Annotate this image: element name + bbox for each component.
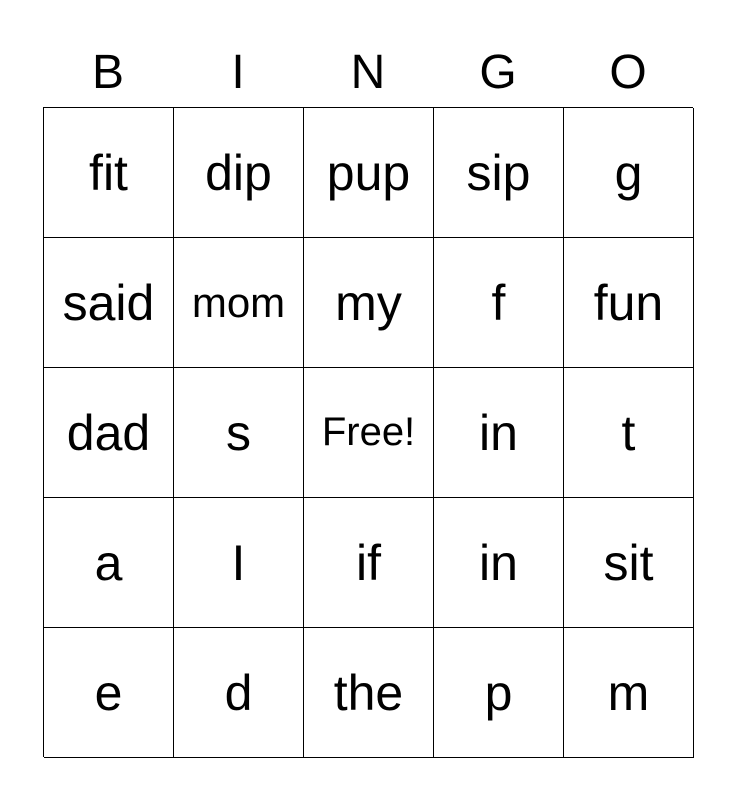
bingo-cell[interactable]: if [304, 498, 434, 628]
header-letter-i: I [231, 46, 245, 99]
bingo-cell[interactable]: f [434, 238, 564, 368]
bingo-cell[interactable]: sit [564, 498, 694, 628]
bingo-cell[interactable]: dip [174, 108, 304, 238]
bingo-cell[interactable]: sip [434, 108, 564, 238]
header-letter-o: O [609, 46, 647, 99]
bingo-cell[interactable]: t [564, 368, 694, 498]
header-letter-b: B [91, 46, 124, 99]
bingo-cell[interactable]: d [174, 628, 304, 758]
bingo-cell[interactable]: g [564, 108, 694, 238]
bingo-cell[interactable]: p [434, 628, 564, 758]
bingo-cell[interactable]: my [304, 238, 434, 368]
bingo-cell[interactable]: a [44, 498, 174, 628]
header-letter-g: G [479, 46, 517, 99]
header-letter-n: N [350, 46, 386, 99]
bingo-cell[interactable]: the [304, 628, 434, 758]
bingo-cell[interactable]: mom [174, 238, 304, 368]
bingo-cell[interactable]: in [434, 498, 564, 628]
bingo-cell[interactable]: e [44, 628, 174, 758]
free-space-cell[interactable]: Free! [304, 368, 434, 498]
bingo-cell[interactable]: fun [564, 238, 694, 368]
bingo-cell[interactable]: I [174, 498, 304, 628]
bingo-cell[interactable]: pup [304, 108, 434, 238]
bingo-cell[interactable]: said [44, 238, 174, 368]
bingo-cell[interactable]: s [174, 368, 304, 498]
bingo-cell[interactable]: dad [44, 368, 174, 498]
bingo-header [43, 40, 693, 106]
bingo-cell[interactable]: fit [44, 108, 174, 238]
bingo-cell[interactable]: in [434, 368, 564, 498]
bingo-board [43, 107, 693, 757]
bingo-cell[interactable]: m [564, 628, 694, 758]
